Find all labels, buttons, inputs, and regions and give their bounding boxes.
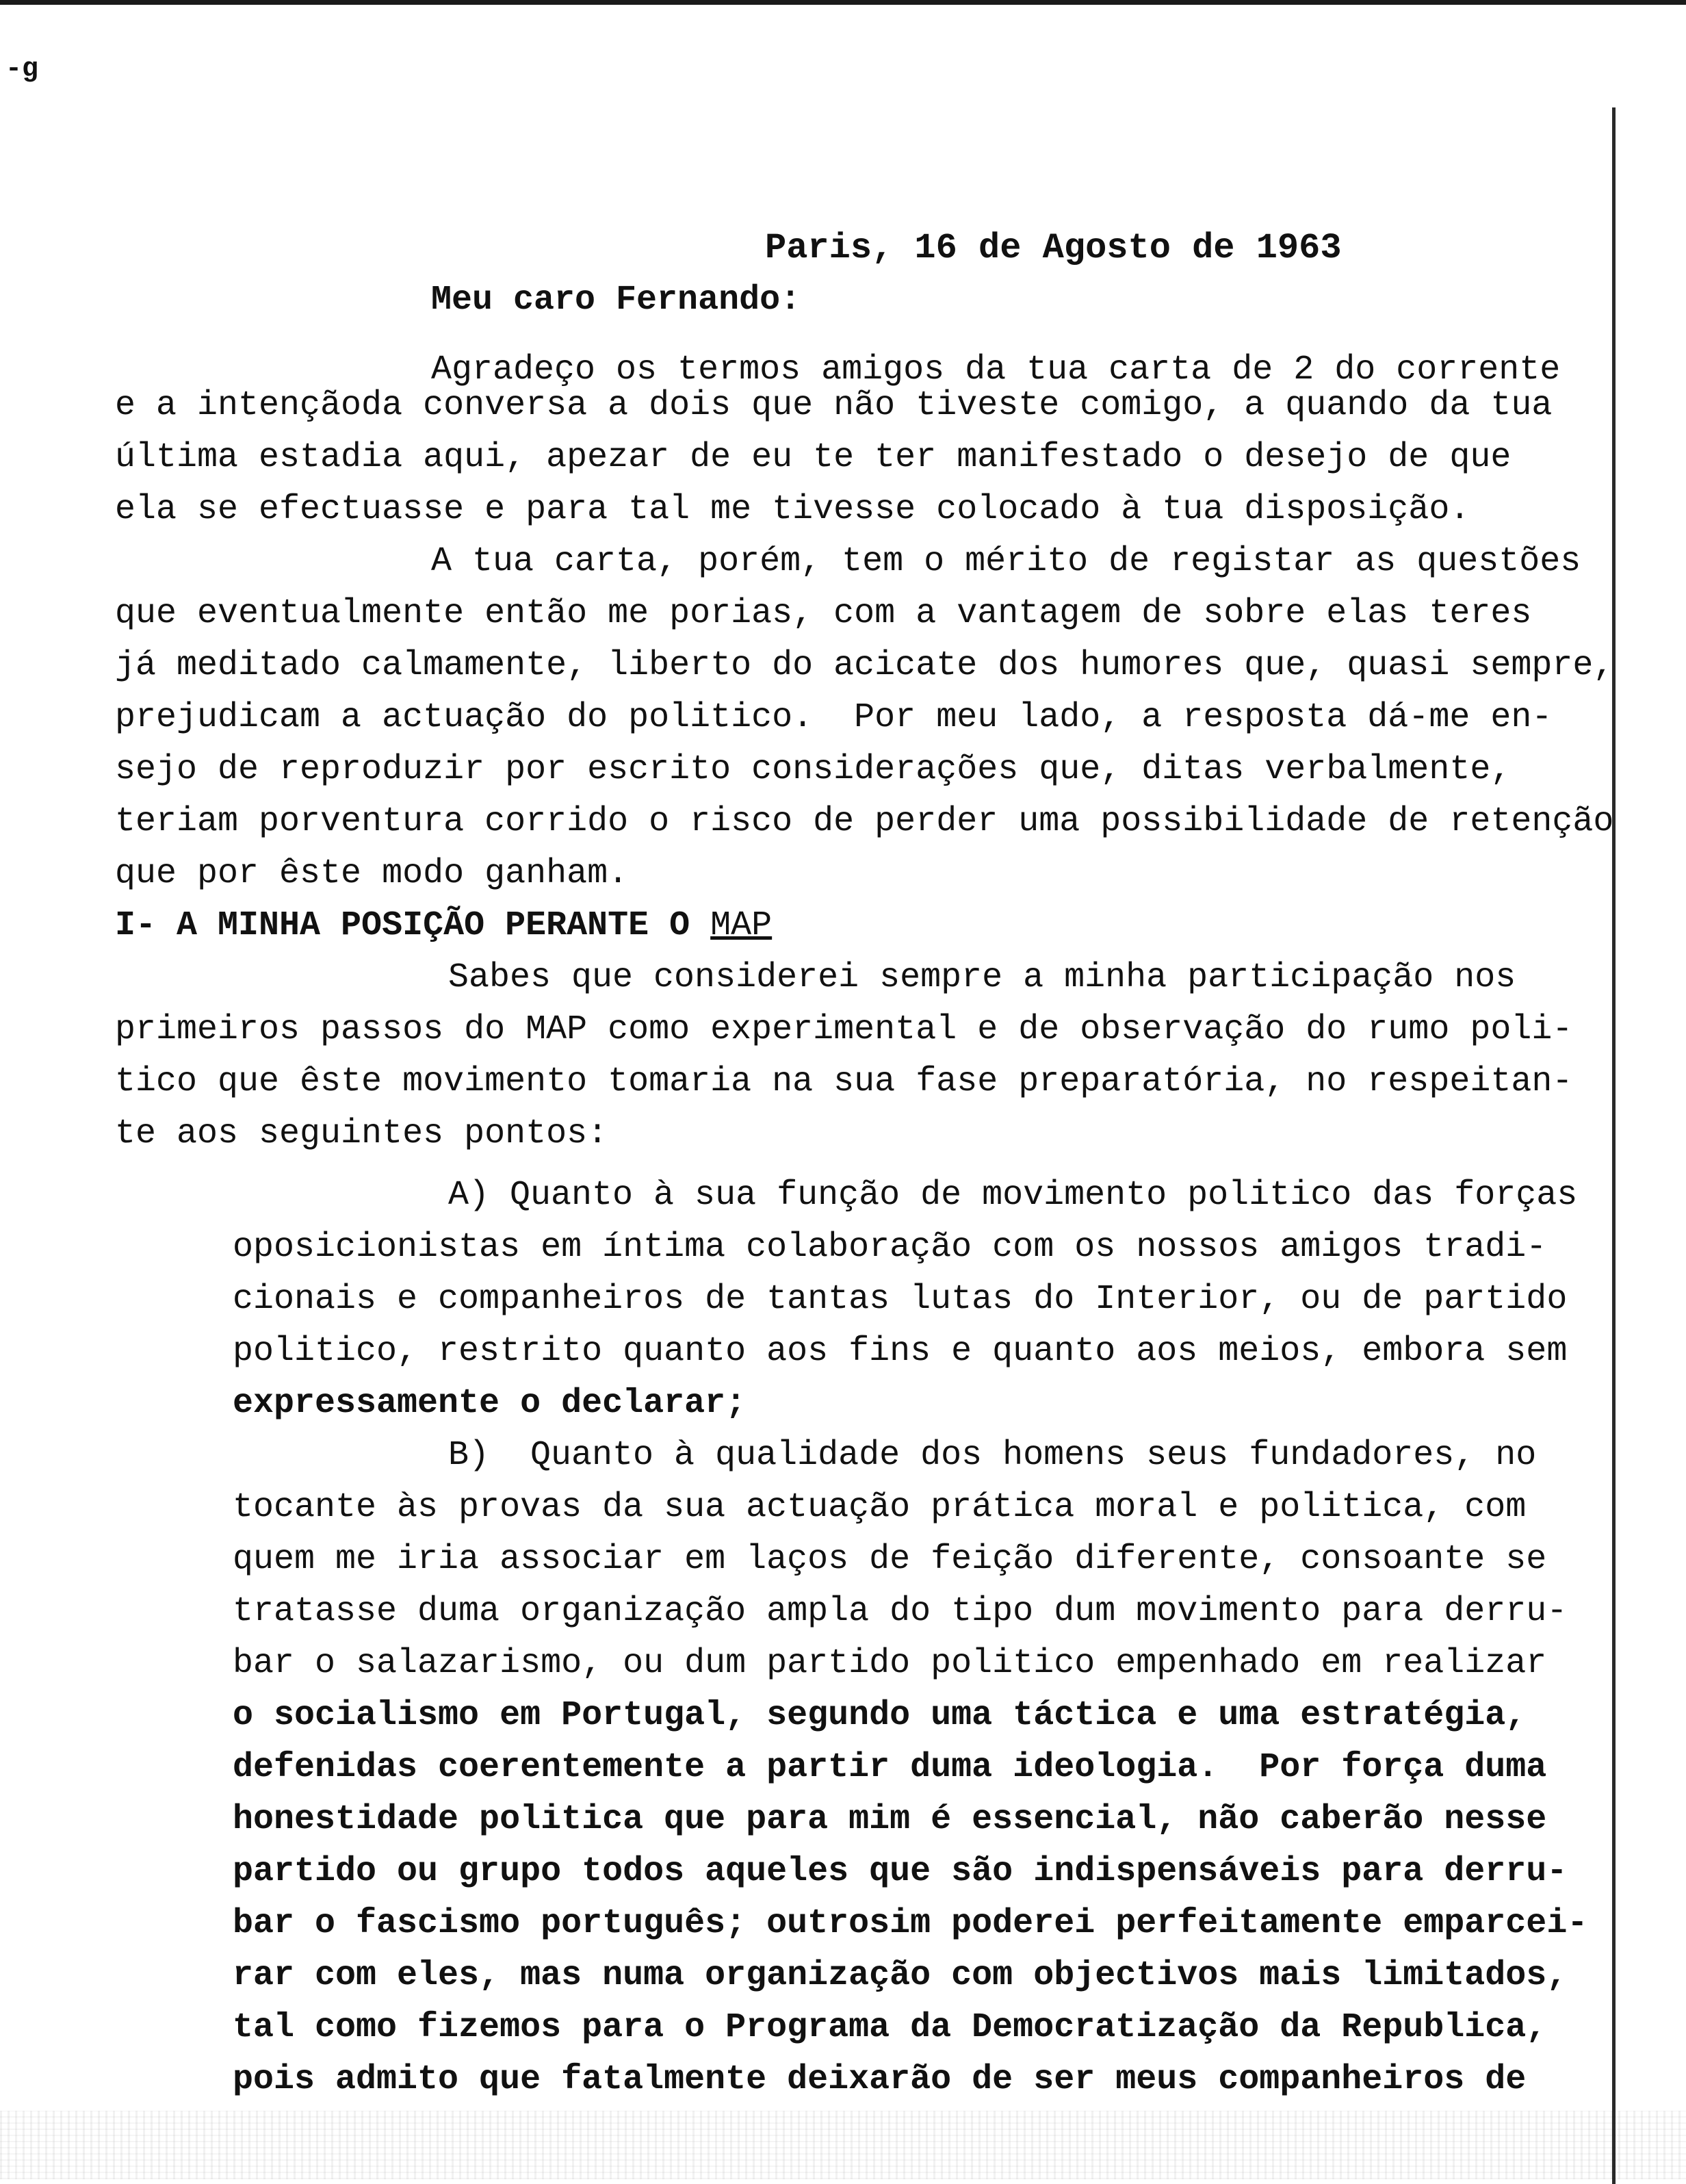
point-b-line: rar com eles, mas numa organização com objectivos mais limitados, xyxy=(233,1956,1568,1995)
paragraph-3-line: primeiros passos do MAP como experimental e de observação do rumo poli- xyxy=(115,1010,1573,1049)
point-a-line: expressamente o declarar; xyxy=(233,1384,747,1423)
corner-mark: ‐g xyxy=(5,54,39,85)
point-a-line: oposicionistas em íntima colaboração com os nossos amigos tradi- xyxy=(233,1228,1547,1267)
point-b-line: partido ou grupo todos aqueles que são indispensáveis para derru- xyxy=(233,1852,1568,1891)
point-b-line: bar o salazarismo, ou dum partido politico empenhado em realizar xyxy=(233,1644,1547,1683)
paragraph-1-line: e a intençãoda conversa a dois que não tiveste comigo, a quando da tua xyxy=(115,386,1553,425)
point-b-line: pois admito que fatalmente deixarão de ser meus companheiros de xyxy=(233,2060,1527,2099)
point-b-line: tal como fizemos para o Programa da Democratização da Republica, xyxy=(233,2008,1547,2047)
point-a-line: A) Quanto à sua função de movimento politico das forças xyxy=(448,1176,1578,1215)
letter-date: Paris, 16 de Agosto de 1963 xyxy=(765,228,1342,268)
paragraph-2-line: que eventualmente então me porias, com a vantagem de sobre elas teres xyxy=(115,594,1532,633)
salutation: Meu caro Fernando: xyxy=(431,281,801,320)
point-b-line: B) Quanto à qualidade dos homens seus fundadores, no xyxy=(448,1436,1537,1475)
section-heading-prefix: I- A MINHA POSIÇÃO PERANTE O xyxy=(115,906,711,945)
section-heading xyxy=(115,900,772,952)
point-b-line: defenidas coerentemente a partir duma ideologia. Por força duma xyxy=(233,1748,1547,1787)
point-b-line: honestidade politica que para mim é essencial, não caberão nesse xyxy=(233,1800,1547,1839)
paragraph-2-line: que por êste modo ganham. xyxy=(115,854,629,893)
paragraph-2-line: já meditado calmamente, liberto do acicate dos humores que, quasi sempre, xyxy=(115,646,1614,685)
paragraph-2-line: sejo de reproduzir por escrito considerações que, ditas verbalmente, xyxy=(115,750,1512,789)
paragraph-1-line: Agradeço os termos amigos da tua carta de 2 do corrente xyxy=(431,350,1561,389)
paragraph-1-line: última estadia aqui, apezar de eu te ter manifestado o desejo de que xyxy=(115,438,1512,477)
point-b-line: bar o fascismo português; outrosim poderei perfeitamente emparcei- xyxy=(233,1904,1588,1943)
point-b-line: tocante às provas da sua actuação prática moral e politica, com xyxy=(233,1488,1527,1527)
point-b-line: o socialismo em Portugal, segundo uma táctica e uma estratégia, xyxy=(233,1696,1527,1735)
paragraph-2-line: teriam porventura corrido o risco de perder uma possibilidade de retenção xyxy=(115,802,1614,841)
point-b-line: quem me iria associar em laços de feição diferente, consoante se xyxy=(233,1540,1547,1579)
point-a-line: politico, restrito quanto aos fins e quanto aos meios, embora sem xyxy=(233,1332,1568,1371)
paragraph-2-line: prejudicam a actuação do politico. Por meu lado, a resposta dá-me en- xyxy=(115,698,1553,737)
section-heading-acronym: MAP xyxy=(710,906,773,945)
scan-noise xyxy=(0,2111,1686,2179)
paragraph-3-line: Sabes que considerei sempre a minha participação nos xyxy=(448,958,1516,997)
paragraph-3-line: te aos seguintes pontos: xyxy=(115,1114,608,1153)
paragraph-2-line: A tua carta, porém, tem o mérito de registar as questões xyxy=(431,542,1581,581)
right-margin-rule xyxy=(1612,107,1616,2184)
point-b-line: tratasse duma organização ampla do tipo dum movimento para derru- xyxy=(233,1592,1568,1631)
paragraph-1-line: ela se efectuasse e para tal me tivesse colocado à tua disposição. xyxy=(115,490,1470,529)
point-a-line: cionais e companheiros de tantas lutas do Interior, ou de partido xyxy=(233,1280,1568,1319)
paragraph-3-line: tico que êste movimento tomaria na sua fase preparatória, no respeitan- xyxy=(115,1062,1573,1101)
